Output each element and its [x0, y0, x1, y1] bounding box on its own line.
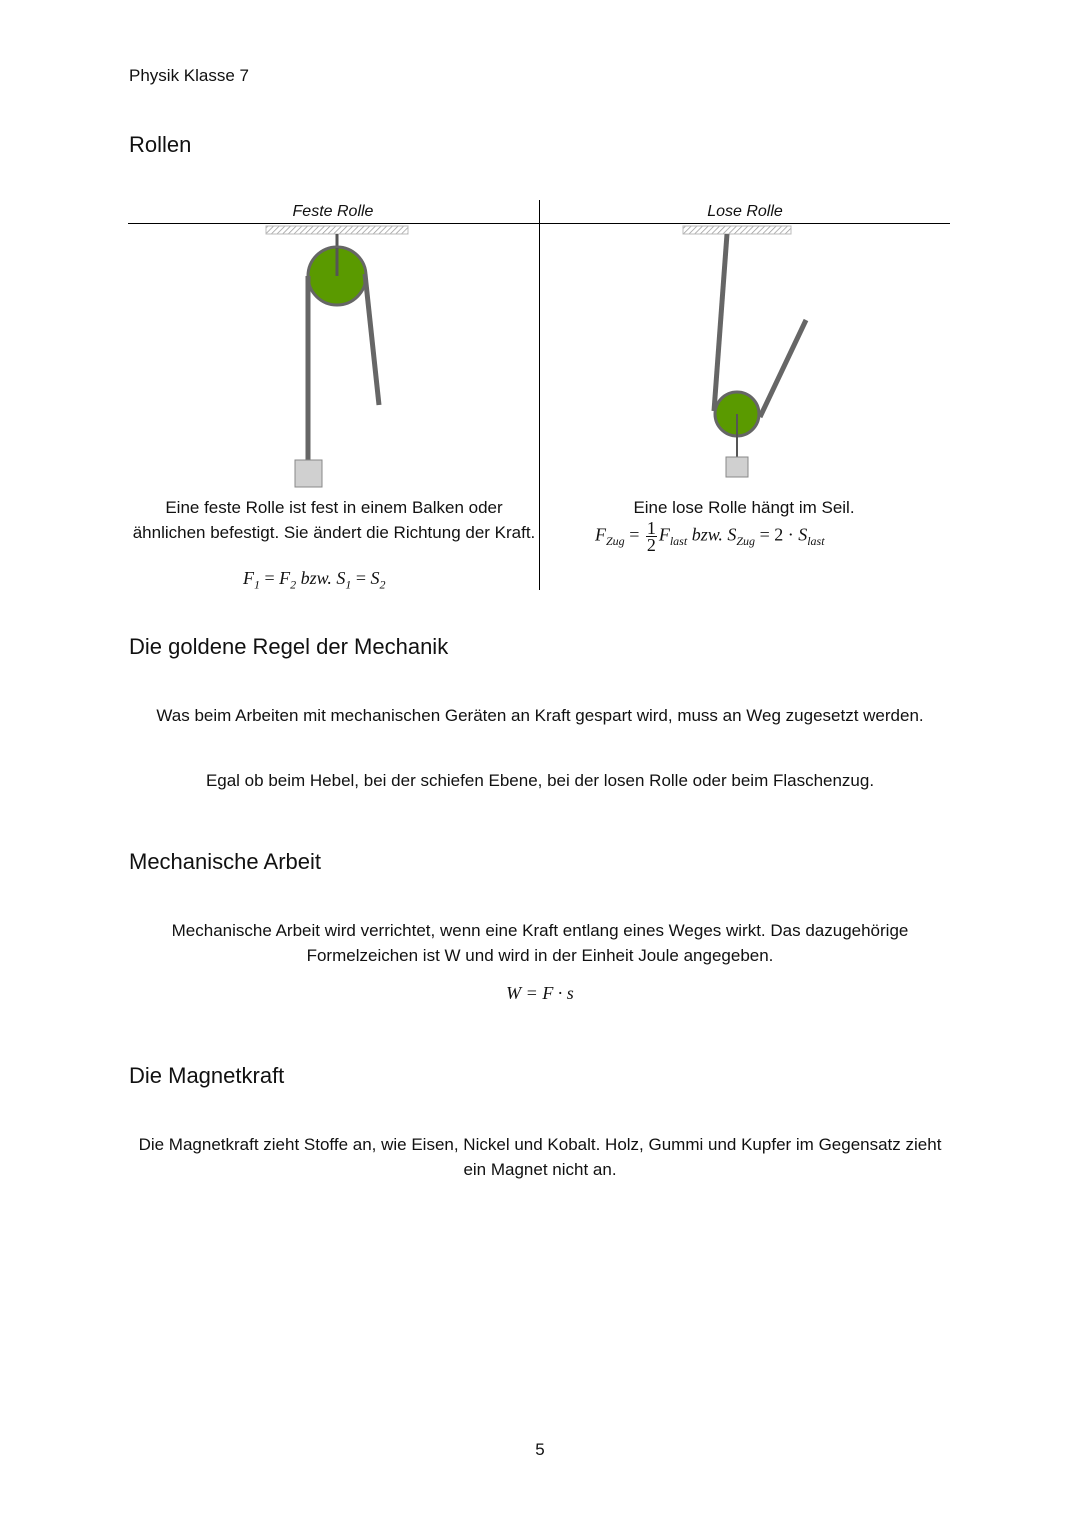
- lose-rolle-description: Eine lose Rolle hängt im Seil.: [633, 498, 855, 517]
- feste-beam: [266, 226, 408, 234]
- lose-rope-right: [760, 320, 806, 417]
- lose-rope-left: [714, 234, 727, 411]
- magnetkraft-text: Die Magnetkraft zieht Stoffe an, wie Eisen, Nickel und Kobalt. Holz, Gummi und Kupfer im Gegensatz zieht ein Magnet nicht an.: [138, 1135, 942, 1179]
- goldene-regel-text-2: Egal ob beim Hebel, bei der schiefen Ebene, bei der losen Rolle oder beim Flaschenzug.: [205, 771, 875, 790]
- feste-rope-right: [365, 274, 379, 405]
- page-number: 5: [535, 1440, 545, 1459]
- lose-rolle-label: Lose Rolle: [707, 203, 783, 220]
- section-title-magnetkraft: Die Magnetkraft: [129, 1063, 285, 1088]
- section-title-goldene-regel: Die goldene Regel der Mechanik: [129, 634, 449, 659]
- feste-rolle-formula: $F_1 = F_2$ bzw. $S_1 = S_2$: [243, 568, 386, 592]
- feste-weight: [295, 460, 322, 487]
- lose-weight: [726, 457, 748, 477]
- mechanische-arbeit-text: Mechanische Arbeit wird verrichtet, wenn eine Kraft entlang eines Weges wirkt. Das dazugehörige Formelzeichen ist W und wird in der Einheit Joule angegeben.: [171, 921, 909, 965]
- feste-rolle-description: Eine feste Rolle ist fest in einem Balken oder ähnlichen befestigt. Sie ändert die Richtung der Kraft.: [132, 498, 536, 542]
- section-title-rollen: Rollen: [129, 132, 192, 157]
- page-header: Physik Klasse 7: [129, 66, 249, 85]
- feste-rolle-diagram: [128, 224, 538, 494]
- lose-rolle-diagram: [540, 224, 950, 484]
- section-title-mechanische-arbeit: Mechanische Arbeit: [129, 849, 321, 874]
- lose-rolle-formula: $F_{Zug}$ = $\frac{1}{2}$ $F_{last}$ bzw. $S_{Zug} = 2 \cdot S_{last}$: [595, 518, 825, 555]
- lose-beam: [683, 226, 791, 234]
- goldene-regel-text-1: Was beim Arbeiten mit mechanischen Geräten an Kraft gespart wird, muss an Weg zugesetzt werden.: [156, 706, 924, 725]
- fraction-one-half: $\frac{1}{2}$: [646, 518, 656, 555]
- arbeit-formula: W = F · s: [506, 983, 574, 1003]
- feste-rolle-label: Feste Rolle: [292, 203, 374, 220]
